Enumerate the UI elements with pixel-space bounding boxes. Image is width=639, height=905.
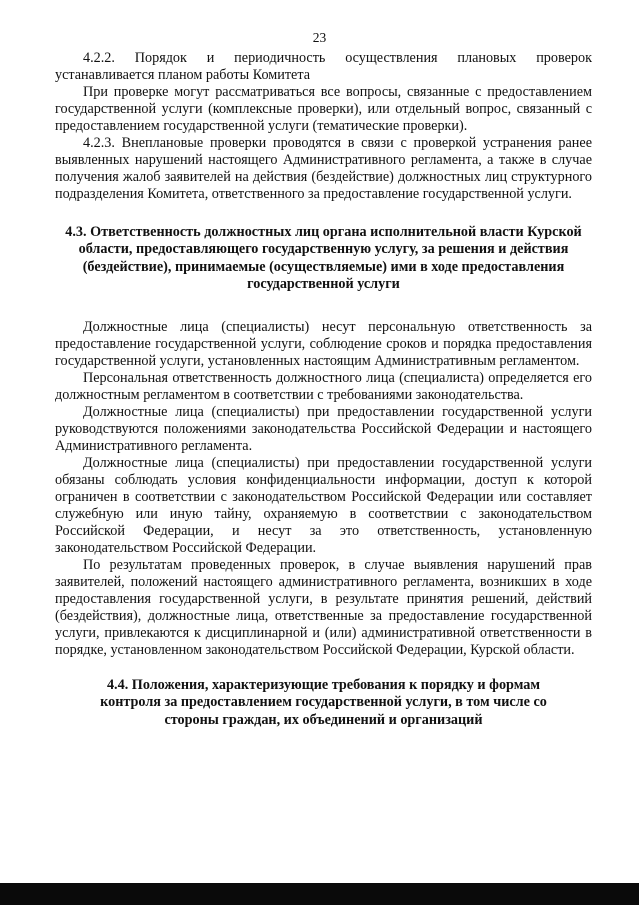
paragraph: Должностные лица (специалисты) при предоставлении государственной услуги обязаны соблюдать условия конфиденциальности информации, доступ к которой ограничен в соответствии с законодательством Российской Федерации или составляет служебную или иную тайну, охраняемую в соответствии с законодательством Российской Федерации, и несут за это ответственность, установленную законодательством Российской Федерации.	[55, 455, 592, 557]
paragraph: Персональная ответственность должностного лица (специалиста) определяется его должностным регламентом в соответствии с требованиями законодательства.	[55, 370, 592, 404]
page-number: 23	[312, 30, 327, 45]
paragraph: При проверке могут рассматриваться все вопросы, связанные с предоставлением государственной услуги (комплексные проверки), или отдельный вопрос, связанный с предоставлением государственной услуги (тематические проверки).	[55, 84, 592, 134]
section-heading-4-3: 4.3. Ответственность должностных лиц органа исполнительной власти Курской области, предоставляющего государственную услугу, за решения и действия (бездействие), принимаемые (осуществляемые) ими в ходе предоставления государственной услуги	[65, 224, 582, 292]
paragraph: Должностные лица (специалисты) несут персональную ответственность за предоставление государственной услуги, соблюдение сроков и порядка предоставления государственной услуги, установленных настоящим Административным регламентом.	[55, 319, 592, 370]
paragraph: 4.2.3. Внеплановые проверки проводятся в связи с проверкой устранения ранее выявленных нарушений настоящего Административного регламента, а также в случае получения жалоб заявителей на действия (бездействие) должностных лиц структурного подразделения Комитета, ответственного за предоставление государственной услуги.	[55, 135, 592, 202]
section-heading-4-4: 4.4. Положения, характеризующие требования к порядку и формам контроля за предоставлением государственной услуги, в том числе со стороны граждан, их объединений и организаций	[100, 677, 547, 728]
scan-edge-bar	[0, 883, 639, 905]
paragraph: По результатам проведенных проверок, в случае выявления нарушений прав заявителей, положений настоящего административного регламента, возникших в ходе предоставления государственной услуги, в результате принятия решений, действий (бездействия), должностные лица, ответственные за предоставление государственной услуги, привлекаются к дисциплинарной и (или) административной ответственности в порядке, установленном законодательством Российской Федерации, Курской области.	[55, 557, 592, 659]
document-body	[55, 50, 592, 729]
paragraph: Должностные лица (специалисты) при предоставлении государственной услуги руководствуются положениями законодательства Российской Федерации и настоящего Административного регламента.	[55, 404, 592, 455]
paragraph: 4.2.2. Порядок и периодичность осуществления плановых проверок устанавливается планом работы Комитета	[55, 50, 592, 83]
